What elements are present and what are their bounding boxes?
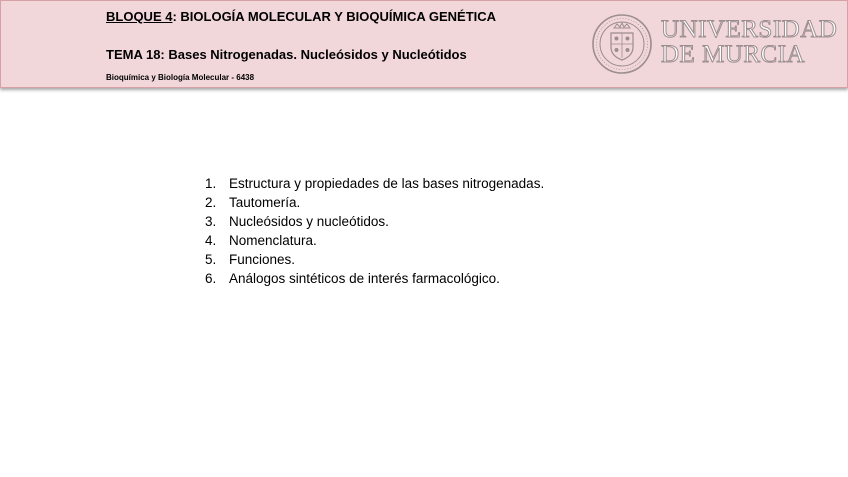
- toc-item-text: Estructura y propiedades de las bases nitrogenadas.: [229, 176, 545, 191]
- toc-item-number: 6.: [205, 271, 217, 286]
- toc-item-number: 3.: [205, 214, 217, 229]
- course-name: Bioquímica y Biología Molecular - 6438: [106, 73, 255, 82]
- block-name: : BIOLOGÍA MOLECULAR Y BIOQUÍMICA GENÉTICA: [172, 9, 497, 24]
- university-seal-icon: [591, 13, 653, 75]
- toc-item-number: 1.: [205, 176, 217, 191]
- topic-title: TEMA 18: Bases Nitrogenadas. Nucleósidos y Nucleótidos: [106, 47, 467, 62]
- toc-item-text: Análogos sintéticos de interés farmacológico.: [229, 271, 500, 286]
- toc-item: [205, 174, 544, 193]
- table-of-contents: [205, 174, 544, 288]
- toc-item-text: Funciones.: [229, 252, 296, 267]
- toc-item-number: 4.: [205, 233, 217, 248]
- university-logo: [591, 13, 841, 77]
- toc-item: [205, 269, 544, 288]
- toc-item: [205, 212, 544, 231]
- toc-item-number: 2.: [205, 195, 217, 210]
- toc-item-text: Tautomería.: [229, 195, 301, 210]
- toc-item-text: Nucleósidos y nucleótidos.: [229, 214, 389, 229]
- block-label: BLOQUE 4: [106, 9, 173, 24]
- slide-header: [0, 0, 848, 88]
- wordmark-line-2: DE MURCIA: [661, 41, 806, 68]
- toc-item-number: 5.: [205, 252, 217, 267]
- university-wordmark: [661, 17, 837, 67]
- toc-item: [205, 193, 544, 212]
- toc-item: [205, 231, 544, 250]
- wordmark-line-1: UNIVERSIDAD: [661, 16, 838, 43]
- toc-item-text: Nomenclatura.: [229, 233, 317, 248]
- toc-item: [205, 250, 544, 269]
- block-title: [106, 9, 496, 24]
